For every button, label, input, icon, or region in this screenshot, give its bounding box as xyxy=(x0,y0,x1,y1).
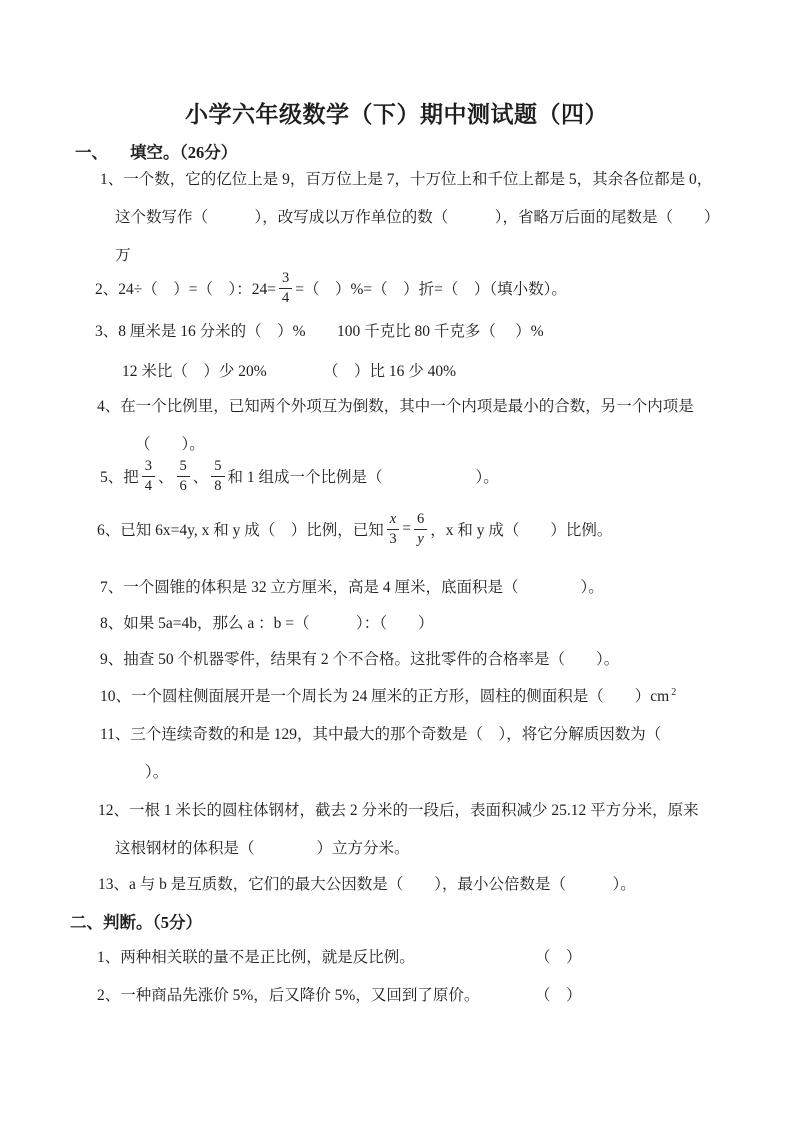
q4-line1: 4、在一个比例里，已知两个外项互为倒数，其中一个内项是最小的合数，另一个内项是 xyxy=(97,398,694,415)
fraction-denominator: 4 xyxy=(144,477,153,494)
fraction-numerator: x xyxy=(387,511,399,530)
q13-line: 13、a 与 b 是互质数，它们的最大公因数是（ ），最小公倍数是（ ）。 xyxy=(98,876,636,893)
q5-text-pre: 5、把 xyxy=(100,469,139,486)
fraction-denominator: 4 xyxy=(282,289,290,306)
q1-line2: 这个数写作（ ），改写成以万作单位的数（ ），省略万后面的尾数是（ ） xyxy=(115,209,720,226)
fraction-denominator: 6 xyxy=(179,477,187,494)
fraction-numerator: 3 xyxy=(279,270,292,289)
q3-line2-left: 12 米比（ ）少 20% xyxy=(122,363,267,380)
fraction-numerator: 5 xyxy=(177,458,190,477)
q2-text-pre: 2、24÷（ ）=（ ）：24= xyxy=(95,281,276,298)
q6-text-post: ，x 和 y 成（ ）比例。 xyxy=(430,522,613,539)
fraction-numerator: 3 xyxy=(142,458,155,477)
q1-line1: 1、一个数，它的亿位上是 9，百万位上是 7，十万位上和千位上都是 5，其余各位都是 0， xyxy=(100,171,713,188)
section1-label: 填空。（26分） xyxy=(130,143,238,162)
q5-separator1: 、 xyxy=(158,469,174,486)
q4-line2: （ ）。 xyxy=(135,436,205,453)
fraction-denominator: 3 xyxy=(389,530,397,547)
q11-line1: 11、三个连续奇数的和是 129，其中最大的那个奇数是（ ），将它分解质因数为（ xyxy=(100,726,662,743)
section2-label: 判断。（5分） xyxy=(103,913,202,932)
q11-line2: ）。 xyxy=(145,764,169,781)
q6-line xyxy=(97,504,612,554)
q3-line1-left: 3、8 厘米是 16 分米的（ ）% xyxy=(95,323,306,340)
q10-text: 10、一个圆柱侧面展开是一个周长为 24 厘米的正方形，圆柱的侧面积是（ ）cm xyxy=(100,688,670,705)
q5-text-post: 和 1 组成一个比例是（ ）。 xyxy=(227,469,499,486)
q2-line xyxy=(95,263,567,313)
q6-text-pre: 6、已知 6x=4y, x 和 y 成（ ）比例，已知 xyxy=(97,522,384,539)
fraction-numerator: 6 xyxy=(414,511,427,530)
fraction-five-sixths xyxy=(177,458,190,494)
q10-line xyxy=(100,687,676,707)
q10-superscript-2: 2 xyxy=(671,686,677,698)
q8-line: 8、如果 5a=4b，那么 a ：b =（ ）：（ ） xyxy=(100,615,434,632)
q6-equals-sign: = xyxy=(402,520,411,537)
s2-q1-answer: （ ） xyxy=(535,949,582,966)
fraction-6-over-y xyxy=(414,511,427,547)
s2-q2-answer: （ ） xyxy=(535,987,582,1004)
section2-number: 二、 xyxy=(70,913,103,932)
s2-q2-text: 2、一种商品先涨价 5%，后又降价 5%，又回到了原价。 xyxy=(97,987,480,1004)
q5-line xyxy=(100,451,499,501)
fraction-x-over-3 xyxy=(387,511,399,547)
q3-line2-right: （ ）比 16 少 40% xyxy=(323,363,457,380)
section2-heading xyxy=(70,909,202,933)
q3-line1-right: 100 千克比 80 千克多（ ）% xyxy=(337,323,544,340)
q7-line: 7、一个圆锥的体积是 32 立方厘米，高是 4 厘米，底面积是（ ）。 xyxy=(100,579,604,596)
fraction-three-fourths xyxy=(142,458,155,494)
fraction-denominator: 8 xyxy=(214,477,222,494)
fraction-numerator: 5 xyxy=(211,458,224,477)
fraction-five-eighths xyxy=(211,458,224,494)
section1-heading xyxy=(75,139,237,163)
s2-q1-text: 1、两种相关联的量不是正比例，就是反比例。 xyxy=(97,949,415,966)
q5-separator2: 、 xyxy=(192,469,209,486)
page-title: 小学六年级数学（下）期中测试题（四） xyxy=(185,102,608,127)
q12-line2: 这根钢材的体积是（ ）立方分米。 xyxy=(115,840,410,857)
fraction-denominator: y xyxy=(417,530,424,547)
q2-text-post: =（ ）%=（ ）折=（ ）（填小数）。 xyxy=(295,281,567,298)
q12-line1: 12、一根 1 米长的圆柱体钢材，截去 2 分米的一段后，表面积减少 25.12 平方分米，原来 xyxy=(98,802,699,819)
q1-line3: 万 xyxy=(115,247,131,264)
section1-number: 一、 xyxy=(75,143,108,162)
fraction-three-fourths xyxy=(279,270,292,306)
q9-line: 9、抽查 50 个机器零件，结果有 2 个不合格。这批零件的合格率是（ ）。 xyxy=(100,651,620,668)
